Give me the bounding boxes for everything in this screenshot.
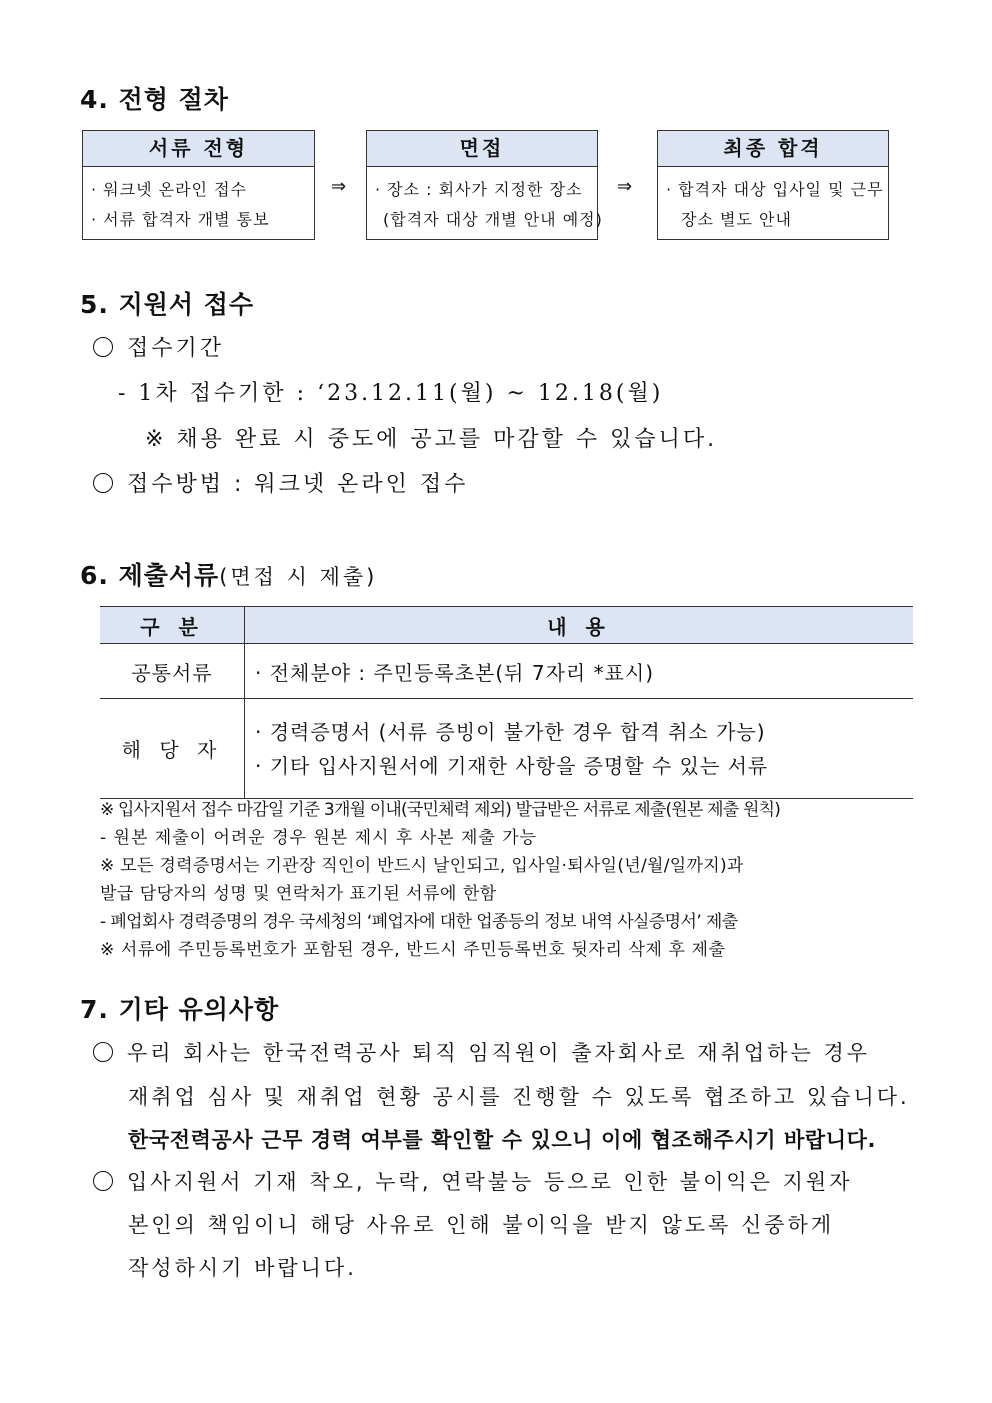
notice-line: 재취업 심사 및 재취업 현황 공시를 진행할 수 있도록 협조하고 있습니다. xyxy=(128,1085,910,1109)
arrow-icon: ⇒ xyxy=(617,176,633,197)
section-6-title-main: 6. 제출서류 xyxy=(80,561,220,590)
table-row-content xyxy=(245,699,914,799)
note-line: ※ 입사지원서 접수 마감일 기준 3개월 이내(국민체력 제외) 발급받은 서류로 제출(원본 제출 원칙) xyxy=(100,800,781,820)
period-label: 접수기간 xyxy=(127,336,225,361)
section-6-title-suffix: (면접 시 제출) xyxy=(219,565,378,589)
section-7-title: 7. 기타 유의사항 xyxy=(80,995,280,1024)
circle-bullet-icon xyxy=(93,337,113,357)
notice-bold-line: 한국전력공사 근무 경력 여부를 확인할 수 있으니 이에 협조해주시기 바랍니다. xyxy=(128,1128,877,1152)
notice-item-1 xyxy=(93,1037,870,1067)
table-row-line: · 경력증명서 (서류 증빙이 불가한 경우 합격 취소 가능) xyxy=(255,719,766,744)
circle-bullet-icon xyxy=(93,1171,113,1191)
circle-bullet-icon xyxy=(93,1042,113,1062)
table-row xyxy=(100,644,913,699)
process-box-line: 장소 별도 안내 xyxy=(681,210,792,229)
process-box-line: · 워크넷 온라인 접수 xyxy=(91,180,247,199)
notice-line: 본인의 책임이니 해당 사유로 인해 불이익을 받지 않도록 신중하게 xyxy=(128,1213,835,1237)
process-box-final-pass xyxy=(657,130,889,240)
note-line: - 원본 제출이 어려운 경우 원본 제시 후 사본 제출 가능 xyxy=(100,828,538,848)
note-line: ※ 모든 경력증명서는 기관장 직인이 반드시 날인되고, 입사일·퇴사일(년/월/일까지)과 xyxy=(100,856,744,876)
period-item xyxy=(93,331,224,362)
table-header-content: 내 용 xyxy=(245,607,914,644)
table-header-row xyxy=(100,607,913,644)
documents-table xyxy=(100,606,913,799)
note-line: ※ 서류에 주민등록번호가 포함된 경우, 반드시 주민등록번호 뒷자리 삭제 후 제출 xyxy=(100,940,726,960)
notice-item-2 xyxy=(93,1166,852,1196)
period-note: ※ 채용 완료 시 중도에 공고를 마감할 수 있습니다. xyxy=(145,427,718,452)
process-box-title: 서류 전형 xyxy=(83,131,314,167)
process-box-line: · 합격자 대상 입사일 및 근무 xyxy=(666,180,884,199)
table-row xyxy=(100,699,913,799)
note-line: - 폐업회사 경력증명의 경우 국세청의 ‘폐업자에 대한 업종등의 정보 내역 사실증명서’ 제출 xyxy=(100,912,738,932)
process-box-line: (합격자 대상 개별 안내 예정) xyxy=(383,210,603,229)
arrow-icon: ⇒ xyxy=(331,176,347,197)
section-6-title xyxy=(80,556,377,592)
notice-line: 작성하시기 바랍니다. xyxy=(128,1256,357,1280)
process-box-line: · 장소 : 회사가 지정한 장소 xyxy=(375,180,583,199)
period-line: - 1차 접수기한 : ‘23.12.11(월) ~ 12.18(월) xyxy=(118,381,664,406)
section-4-title: 4. 전형 절차 xyxy=(80,85,229,114)
note-line: 발급 담당자의 성명 및 연락처가 표기된 서류에 한함 xyxy=(100,884,497,904)
process-box-title: 최종 합격 xyxy=(658,131,888,167)
table-row-label: 해 당 자 xyxy=(100,699,245,799)
table-row-line: · 기타 입사지원서에 기재한 사항을 증명할 수 있는 서류 xyxy=(255,753,769,778)
table-row-label: 공통서류 xyxy=(100,644,245,699)
table-row-content: · 전체분야 : 주민등록초본(뒤 7자리 *표시) xyxy=(245,644,914,699)
notice-line: 우리 회사는 한국전력공사 퇴직 임직원이 출자회사로 재취업하는 경우 xyxy=(127,1041,871,1065)
section-5-title: 5. 지원서 접수 xyxy=(80,290,255,319)
method-line: 접수방법 : 워크넷 온라인 접수 xyxy=(127,472,469,497)
table-header-category: 구 분 xyxy=(100,607,245,644)
process-box-document-screening xyxy=(82,130,315,240)
method-item xyxy=(93,467,468,498)
process-box-line: · 서류 합격자 개별 통보 xyxy=(91,210,270,229)
circle-bullet-icon xyxy=(93,473,113,493)
process-box-interview xyxy=(366,130,603,240)
process-box-title: 면접 xyxy=(367,131,597,167)
notice-line: 입사지원서 기재 착오, 누락, 연락불능 등으로 인한 불이익은 지원자 xyxy=(127,1170,853,1194)
documents-notes xyxy=(100,796,915,964)
